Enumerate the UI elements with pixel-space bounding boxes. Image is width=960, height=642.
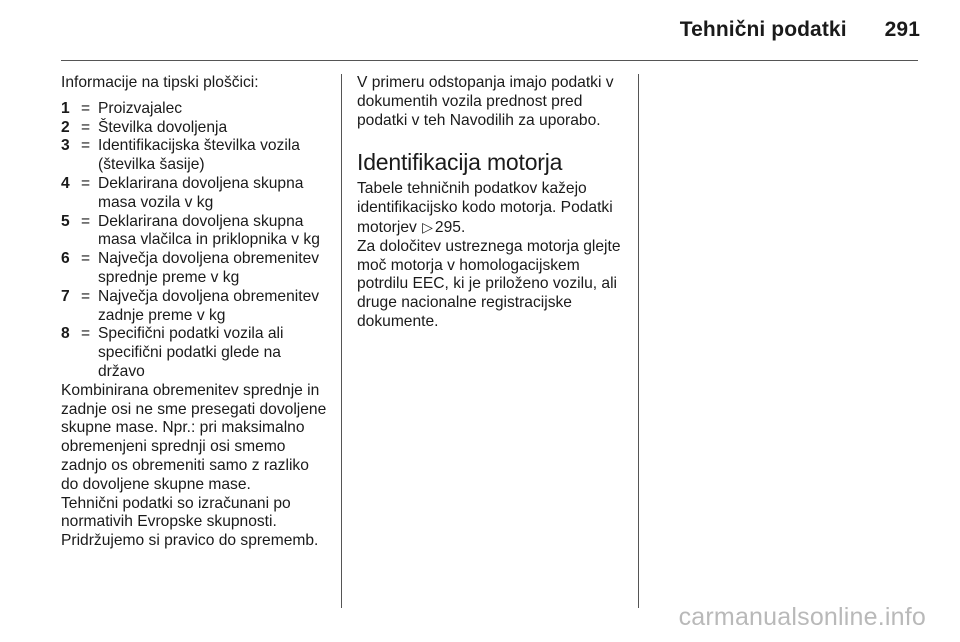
legend-number: 6 — [61, 250, 70, 268]
precedence-paragraph: V primeru odstopanja imajo podatki v dokumentih vozila prednost pred podatki v teh Navodilih za uporabo. — [357, 74, 614, 129]
load-paragraph: Kombinirana obremenitev sprednje in zadnje osi ne sme presegati dovoljene skupne mase. Npr.: pri maksimalno obremenjeni sprednji osi smemo zadnjo os obremeniti samo z razliko do dovoljene skupne mase. — [61, 381, 327, 493]
legend-item: 6 = Največja dovoljena obremenitev sprednje preme v kg — [61, 250, 327, 288]
running-header — [680, 18, 920, 42]
legend-text: Proizvajalec — [98, 99, 183, 117]
legend-item: 3 = Identifikacijska številka vozila (številka šasije) — [61, 137, 327, 175]
header-rule — [61, 60, 918, 61]
engine-code-paragraph: Tabele tehničnih podatkov kažejo identifikacijsko kodo motorja. Podatki motorjev ▷ 295. — [357, 180, 613, 236]
engine-power-paragraph: Za določitev ustreznega motorja glejte moč motorja v homologacijskem potrdilu EEC, ki je priloženo vozilu, ali druge nacionalne registracijske dokumente. — [357, 237, 621, 330]
page-number: 291 — [884, 18, 920, 41]
legend-text: Največja dovoljena obremenitev sprednje preme v kg — [98, 250, 320, 286]
legend-number: 7 — [61, 287, 70, 305]
legend-item: 2 = Številka dovoljenja — [61, 119, 327, 138]
legend-number: 1 — [61, 99, 70, 117]
norms-paragraph: Tehnični podatki so izračunani po normativih Evropske skupnosti. Pridržujemo si pravico do sprememb. — [61, 494, 319, 550]
legend-item: 8 = Specifični podatki vozila ali specifični podatki glede na državo — [61, 325, 327, 381]
column-middle — [357, 74, 625, 332]
legend-item: 1 = Proizvajalec — [61, 100, 327, 119]
legend-item: 5 = Deklarirana dovoljena skupna masa vlačilca in priklopnika v kg — [61, 213, 327, 251]
page-reference[interactable]: 295. — [434, 218, 466, 236]
watermark: carmanualsonline.info — [678, 603, 926, 631]
legend-number: 8 — [61, 325, 70, 343]
legend-text: Največja dovoljena obremenitev zadnje preme v kg — [98, 287, 320, 324]
cross-reference-icon: ▷ — [422, 218, 433, 235]
legend-number: 3 — [61, 137, 70, 155]
column-left — [61, 74, 327, 551]
type-plate-intro: Informacije na tipski ploščici: — [61, 74, 259, 91]
legend-text: Specifični podatki vozila ali specifični podatki glede na državo — [98, 325, 284, 380]
legend-number: 5 — [61, 212, 70, 230]
legend-text: Deklarirana dovoljena skupna masa vozila v kg — [98, 174, 304, 211]
type-plate-legend — [61, 100, 327, 382]
engine-id-heading: Identifikacija motorja — [357, 149, 563, 176]
legend-text: Identifikacijska številka vozila (številka šasije) — [98, 137, 300, 174]
legend-text: Deklarirana dovoljena skupna masa vlačilca in priklopnika v kg — [98, 212, 320, 249]
column-divider — [638, 74, 639, 608]
legend-number: 2 — [61, 118, 70, 136]
legend-item: 7 = Največja dovoljena obremenitev zadnje preme v kg — [61, 288, 327, 326]
legend-number: 4 — [61, 174, 70, 192]
column-divider — [341, 74, 342, 608]
section-title: Tehnični podatki — [679, 18, 847, 41]
legend-text: Številka dovoljenja — [98, 118, 228, 136]
legend-item: 4 = Deklarirana dovoljena skupna masa vozila v kg — [61, 175, 327, 213]
